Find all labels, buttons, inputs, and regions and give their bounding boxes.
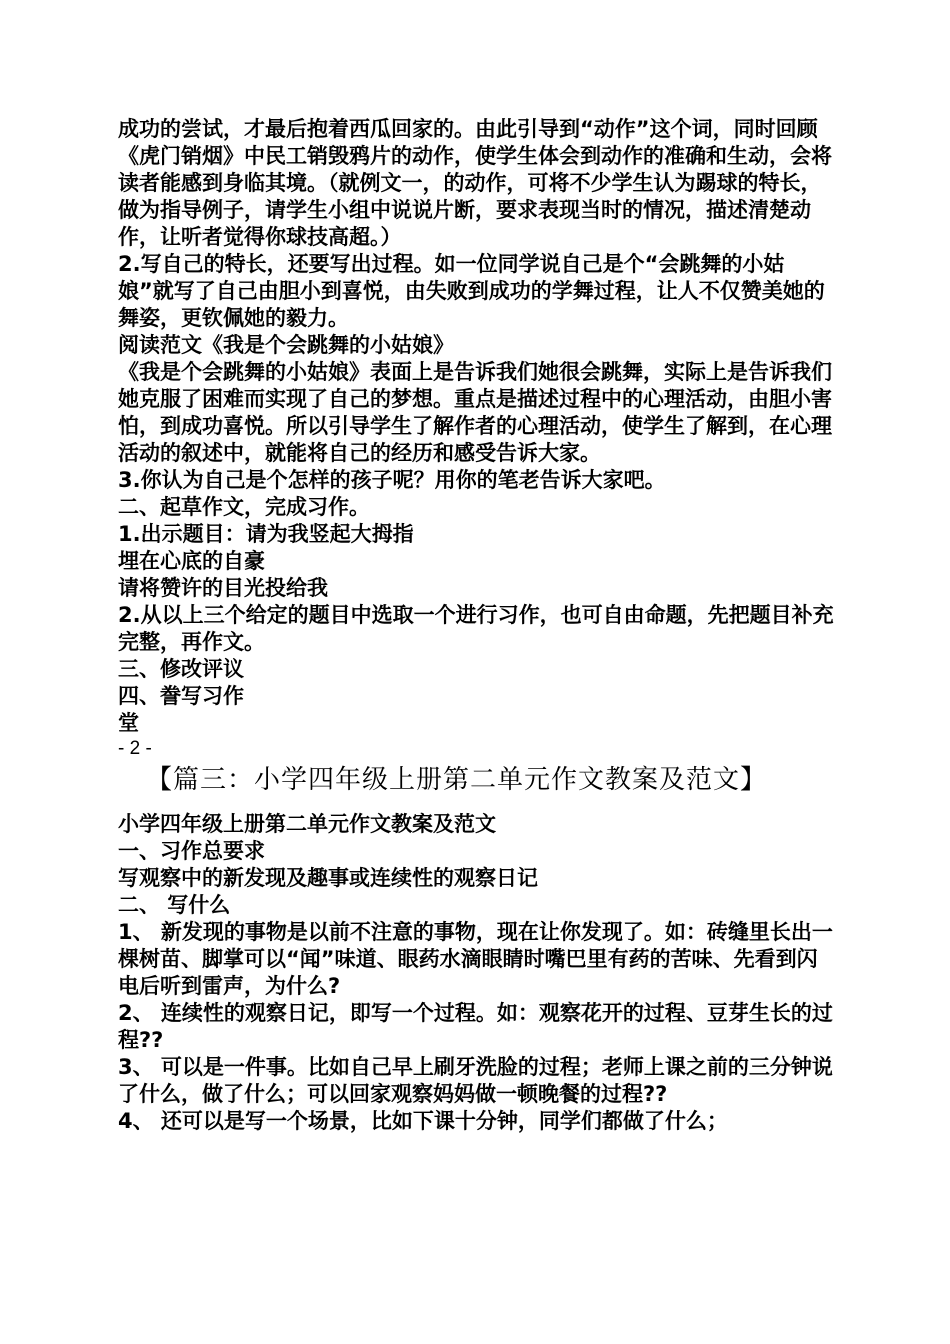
heading-draft: 二、起草作文，完成习作。 bbox=[118, 495, 370, 519]
paragraph: 3.你认为自己是个怎样的孩子呢？用你的笔老告诉大家吧。 bbox=[118, 468, 666, 492]
paragraph: 2.从以上三个给定的题目中选取一个进行习作，也可自由命题，先把题目补充完整，再作文。 bbox=[118, 603, 834, 654]
document-page bbox=[118, 116, 838, 1135]
paragraph: 2.写自己的特长，还要写出过程。如一位同学说自己是个“会跳舞的小姑娘”就写了自己由胆小到喜悦，由失败到成功的学舞过程，让人不仅赞美她的舞姿，更钦佩她的毅力。 bbox=[118, 252, 825, 330]
paragraph: 请将赞许的目光投给我 bbox=[118, 576, 328, 600]
paragraph: 3、 可以是一件事。比如自己早上刷牙洗脸的过程；老师上课之前的三分钟说了什么，做了什么；可以回家观察妈妈做一顿晚餐的过程?? bbox=[118, 1055, 833, 1106]
heading-copy: 四、誊写习作 bbox=[118, 684, 244, 708]
section-title: 【篇三：小学四年级上册第二单元作文教案及范文】 bbox=[146, 765, 768, 795]
article-title: 小学四年级上册第二单元作文教案及范文 bbox=[118, 812, 496, 836]
paragraph: 埋在心底的自豪 bbox=[118, 549, 265, 573]
paragraph: 1.出示题目：请为我竖起大拇指 bbox=[118, 522, 414, 546]
page-number: - 2 - bbox=[118, 738, 152, 759]
paragraph: 4、 还可以是写一个场景，比如下课十分钟，同学们都做了什么； bbox=[118, 1109, 728, 1133]
paragraph: 阅读范文《我是个会跳舞的小姑娘》 bbox=[118, 333, 454, 357]
heading-revise: 三、修改评议 bbox=[118, 657, 244, 681]
heading-requirements: 一、习作总要求 bbox=[118, 839, 265, 863]
paragraph: 2、 连续性的观察日记，即写一个过程。如：观察花开的过程、豆芽生长的过程?? bbox=[118, 1001, 833, 1052]
heading-what-to-write: 二、 写什么 bbox=[118, 893, 231, 917]
paragraph: 《我是个会跳舞的小姑娘》表面上是告诉我们她很会跳舞，实际上是告诉我们她克服了困难而实现了自己的梦想。重点是描述过程中的心理活动，由胆小害怕，到成功喜悦。所以引导学生了解作者的心理活动，使学生了解到，在心理活动的叙述中，就能将自己的经历和感受告诉大家。 bbox=[118, 360, 832, 465]
paragraph: 成功的尝试，才最后抱着西瓜回家的。由此引导到“动作”这个词，同时回顾《虎门销烟》中民工销毁鸦片的动作，使学生体会到动作的准确和生动，会将读者能感到身临其境。（就例文一，的动作，可将不少学生认为踢球的特长，做为指导例子，请学生小组中说说片断，要求表现当时的情况，描述清楚动作，让听者觉得你球技高超。） bbox=[118, 117, 832, 249]
paragraph: 1、 新发现的事物是以前不注意的事物，现在让你发现了。如：砖缝里长出一棵树苗、脚掌可以“闻”味道、眼药水滴眼睛时嘴巴里有药的苦味、先看到闪电后听到雷声，为什么? bbox=[118, 920, 833, 998]
paragraph: 写观察中的新发现及趣事或连续性的观察日记 bbox=[118, 866, 538, 890]
paragraph: 堂 bbox=[118, 711, 139, 735]
